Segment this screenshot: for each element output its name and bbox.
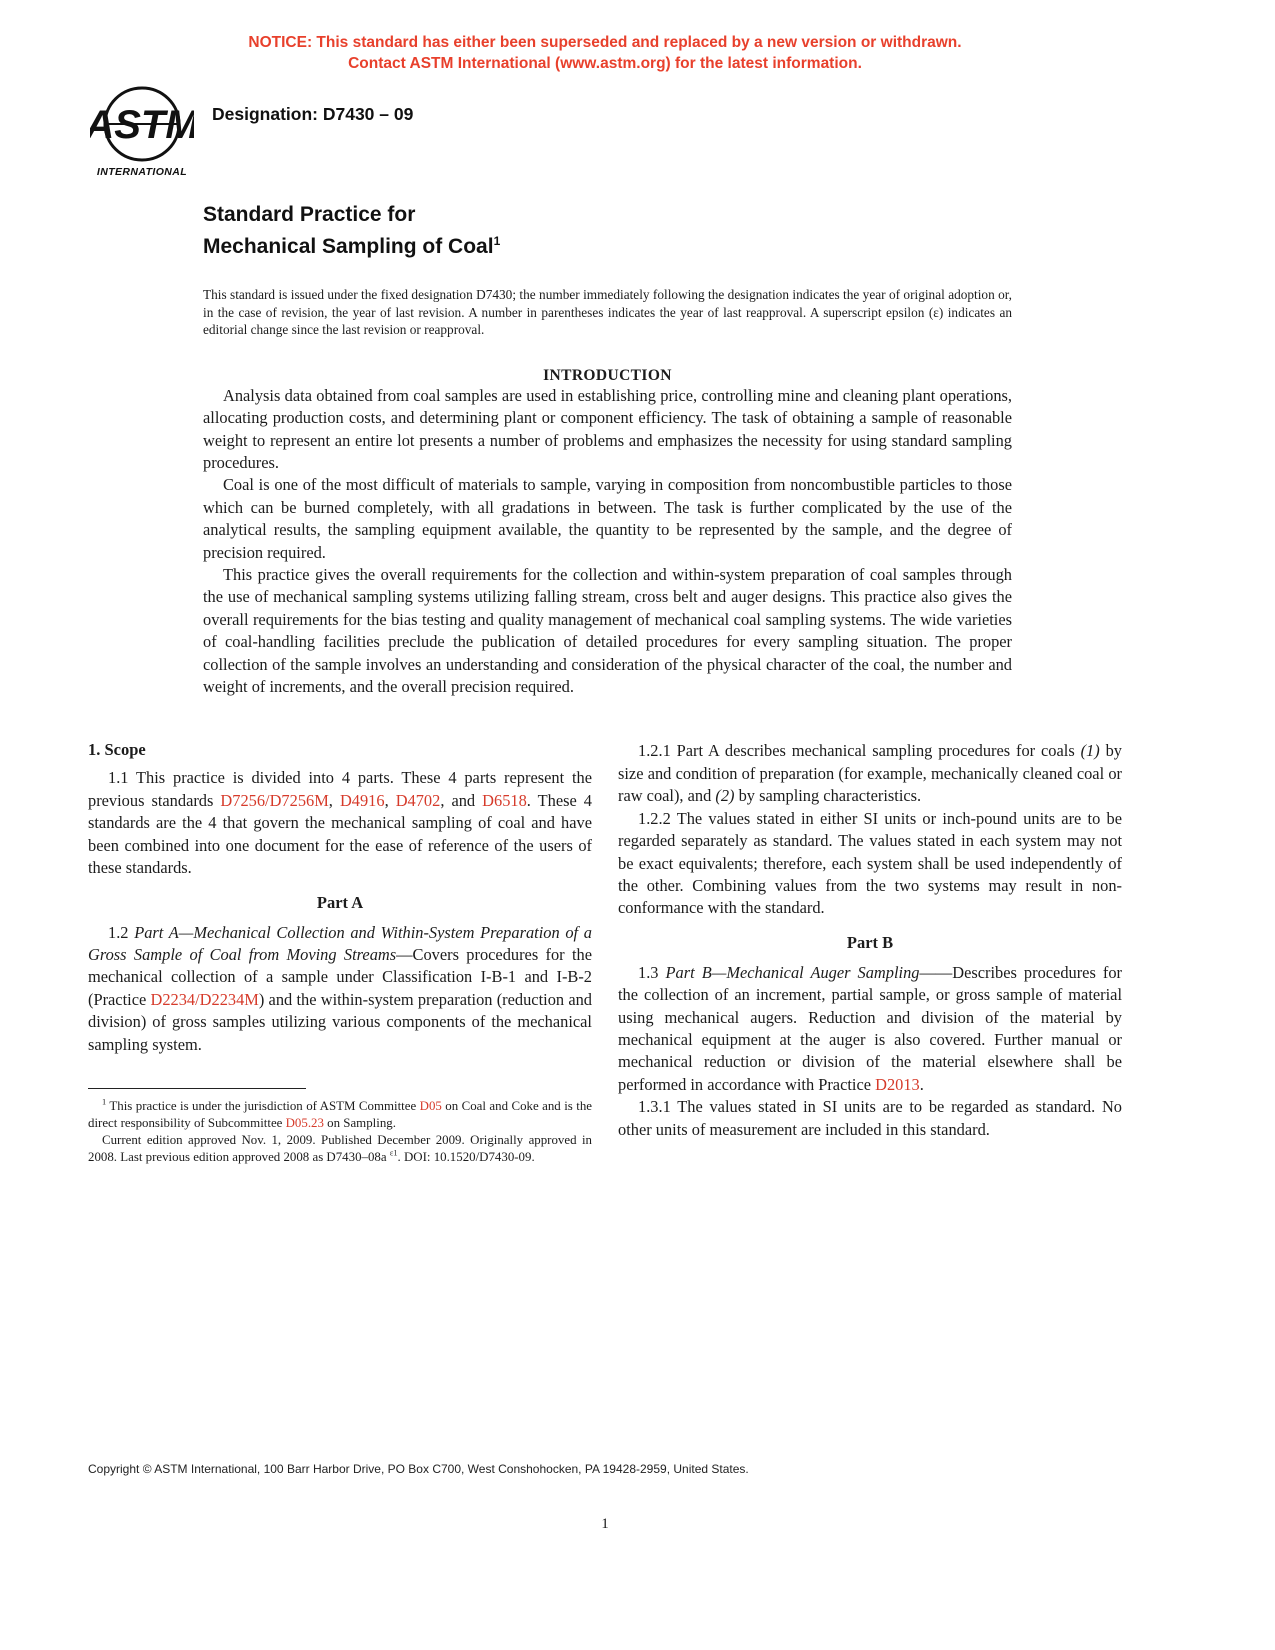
paragraph-1-3 <box>618 962 1122 1096</box>
designation: Designation: D7430 – 09 <box>212 104 414 124</box>
text-segment: , <box>328 790 340 810</box>
astm-logo-mark <box>90 84 194 168</box>
text-segment: Part B—Mechanical Auger Sampling <box>665 962 920 982</box>
notice-line-2: Contact ASTM International (www.astm.org) for the latest information. <box>348 55 862 72</box>
supersession-notice <box>88 32 1122 74</box>
section-heading-scope: 1. Scope <box>88 740 146 760</box>
text-segment: 1.2 <box>108 922 135 942</box>
footnote-paragraph-1 <box>88 1098 592 1132</box>
footnote-paragraph-2 <box>88 1132 592 1166</box>
text-segment: , and <box>440 790 483 810</box>
text-segment: . DOI: 10.1520/D7430-09. <box>397 1149 535 1164</box>
paragraph-1-2 <box>88 922 592 1056</box>
title-line-2: Mechanical Sampling of Coal <box>203 235 494 258</box>
text-segment: . <box>919 1074 924 1094</box>
std-reference-link[interactable]: D4916 <box>339 790 385 810</box>
paragraph-1-1 <box>88 767 592 879</box>
text-segment: Current edition approved Nov. 1, 2009. Published December 2009. Originally approved in 2008. Last previous edition approved 2008 as D7430–08a <box>88 1132 592 1164</box>
text-segment: 1.3 <box>638 962 666 982</box>
text-segment: 1 <box>102 1097 107 1107</box>
notice-line-1: NOTICE: This standard has either been superseded and replaced by a new version or withdrawn. <box>248 34 962 51</box>
footnote-separator <box>88 1088 306 1089</box>
text-segment: on Coal and Coke and is the direct responsibility of Subcommittee <box>88 1098 592 1130</box>
paragraph-1-2-2: 1.2.2 The values stated in either SI units or inch-pound units are to be regarded separately as standard. The values stated in each system may not be exact equivalents; therefore, each system shall be used independently of the other. Combining values from the two systems may result in non-conformance with the standard. <box>618 808 1122 918</box>
document-body <box>203 202 1012 698</box>
part-b-heading: Part B <box>846 932 894 952</box>
text-segment: by size and condition of preparation (for example, mechanically cleaned coal or raw coal), and <box>618 741 1122 806</box>
title-line-1: Standard Practice for <box>203 203 416 226</box>
std-reference-link[interactable]: D4702 <box>395 790 441 810</box>
text-segment: , <box>384 790 396 810</box>
copyright-footer: Copyright © ASTM International, 100 Barr Harbor Drive, PO Box C700, West Conshohocken, PA 19428-2959, United States. <box>88 1462 749 1476</box>
text-segment: by sampling characteristics. <box>734 786 922 806</box>
text-segment: ) and the within-system preparation (reduction and division) of gross samples utilizing various components of the mechanical sampling system. <box>88 989 592 1054</box>
std-reference-link[interactable]: D05 <box>419 1098 442 1113</box>
std-reference-link[interactable]: D2234/D2234M <box>150 989 259 1009</box>
document-title <box>203 202 1012 260</box>
introduction-paragraph: Coal is one of the most difficult of materials to sample, varying in composition from noncombustible particles to those which can be burned completely, with all gradations in between. The task is further complicated by the use of the analytical results, the sampling equipment available, the quantity to be represented by the sample, and the degree of precision required. <box>203 475 1012 562</box>
text-segment: ——Describes procedures for the collection of an increment, partial sample, or gross sample of material using mechanical augers. Reduction and division of the material by mechanical equipment at the auger is also covered. Further manual or mechanical reduction or division of the material elsewhere shall be performed in accordance with Practice <box>618 962 1122 1094</box>
astm-logo-text: ASTM <box>90 103 194 147</box>
std-reference-link[interactable]: D7256/D7256M <box>220 790 329 810</box>
paragraph-1-2-1 <box>618 740 1122 807</box>
text-segment: (1) <box>1080 741 1100 761</box>
issue-statement: This standard is issued under the fixed designation D7430; the number immediately following the designation indicates the year of original adoption or, in the case of revision, the year of last revision. A number in parentheses indicates the year of last reapproval. A superscript epsilon (ε) indicates an editorial change since the last revision or reapproval. <box>203 287 1012 338</box>
astm-logo <box>88 84 196 178</box>
footnote-block <box>88 1088 592 1166</box>
introduction-paragraph: This practice gives the overall requirements for the collection and within-system preparation of coal samples through the use of mechanical sampling systems utilizing falling stream, cross belt and auger designs. This practice also gives the overall requirements for the bias testing and quality management of mechanical coal sampling systems. The wide varieties of coal-handling facilities preclude the publication of detailed procedures for every sampling situation. The proper collection of the sample involves an understanding and consideration of the physical character of the coal, the number and weight of increments, and the overall precision required. <box>203 565 1012 697</box>
std-reference-link[interactable]: D6518 <box>482 790 527 810</box>
right-column <box>618 740 1122 1165</box>
title-footnote-ref[interactable]: 1 <box>493 234 501 248</box>
text-segment: on Sampling. <box>323 1115 396 1130</box>
text-segment: Part A—Mechanical Collection and Within-System Preparation of a Gross Sample of Coal from Moving Streams <box>88 922 592 964</box>
text-segment: 1.1 This practice is divided into 4 parts. These 4 parts represent the previous standards <box>88 768 592 810</box>
text-segment: 1.2.1 Part A describes mechanical sampling procedures for coals <box>638 741 1081 761</box>
text-segment: This practice is under the jurisdiction of ASTM Committee <box>106 1098 420 1113</box>
text-segment: ε1 <box>389 1148 398 1158</box>
page-number: 1 <box>601 1516 609 1532</box>
astm-logo-subtext: INTERNATIONAL <box>96 166 188 178</box>
left-column <box>88 740 592 1165</box>
document-header <box>88 84 1122 178</box>
introduction-heading: INTRODUCTION <box>543 366 672 384</box>
text-segment: . These 4 standards are the 4 that govern the mechanical sampling of coal and have been combined into one document for the ease of reference of the users of these standards. <box>88 790 592 878</box>
paragraph-1-3-1: 1.3.1 The values stated in SI units are to be regarded as standard. No other units of measurement are included in this standard. <box>618 1097 1122 1139</box>
text-segment: —Covers procedures for the mechanical collection of a sample under Classification I-B-1 and I-B-2 (Practice <box>88 944 593 1009</box>
introduction-paragraph: Analysis data obtained from coal samples are used in establishing price, controlling mine and cleaning plant operations, allocating production costs, and determining plant or component efficiency. The task of obtaining a sample of reasonable weight to represent an entire lot presents a number of problems and emphasizes the necessity for using standard sampling procedures. <box>203 385 1012 472</box>
std-reference-link[interactable]: D2013 <box>875 1074 920 1094</box>
text-segment: (2) <box>715 786 735 806</box>
part-a-heading: Part A <box>316 892 364 912</box>
std-reference-link[interactable]: D05.23 <box>285 1115 324 1130</box>
two-column-section <box>88 740 1122 1165</box>
